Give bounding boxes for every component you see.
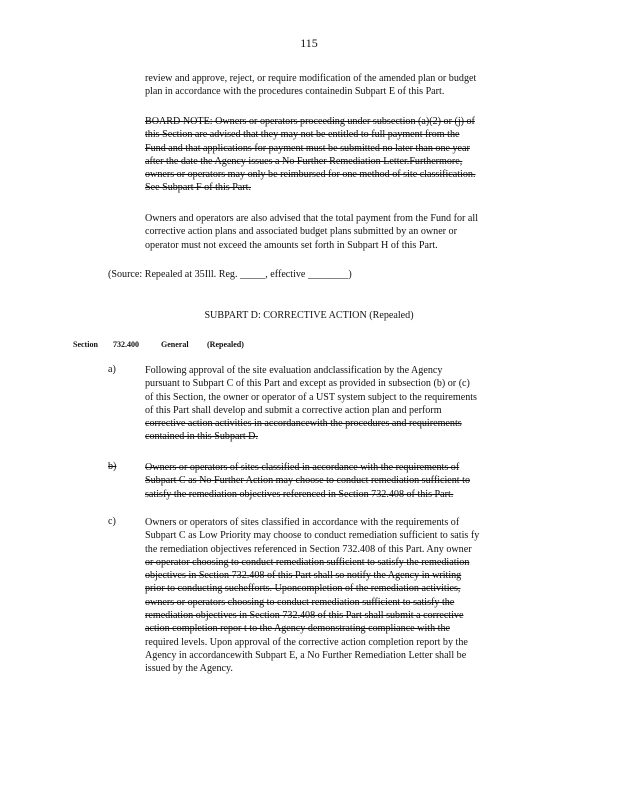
item-line-deleted: contained in this Subpart D. — [145, 431, 258, 443]
item-c-label: c) — [108, 516, 116, 527]
item-b-label: b) — [108, 461, 117, 472]
item-a-body — [145, 364, 545, 444]
item-line: Subpart C as Low Priority may choose to conduct remediation sufficient to satis fy — [145, 530, 480, 542]
item-line-deleted: or operator choosing to conduct remediation sufficient to satisfy the remediation — [145, 556, 470, 568]
item-line: issued by the Agency. — [145, 663, 233, 675]
item-line: Agency in accordancewith Subpart E, a No Further Remediation Letter shall be — [145, 649, 467, 661]
section-heading — [73, 338, 244, 351]
section-title: General — [161, 340, 189, 349]
item-line: required levels. Upon approval of the corrective action completion report by the — [145, 636, 468, 648]
page-number: 115 — [300, 36, 318, 50]
item-line: pursuant to Subpart C of this Part and except as provided in subsection (b) or (c) — [145, 378, 470, 390]
item-a-label: a) — [108, 364, 116, 375]
item-c-body — [145, 516, 545, 676]
section-status: (Repealed) — [207, 340, 244, 349]
item-line: Owners or operators of sites classified in accordance with the requirements of — [145, 517, 460, 528]
item-line-deleted: remediation objectives in Section 732.408 of this Part shall submit a corrective — [145, 610, 464, 622]
owners-note-line: operator must not exceed the amounts set forth in Subpart H of this Part. — [145, 239, 438, 251]
owners-note — [145, 212, 545, 252]
subpart-title: SUBPART D: CORRECTIVE ACTION (Repealed) — [204, 310, 414, 321]
item-line: of this Section, the owner or operator of a UST system subject to the requirements — [145, 391, 477, 403]
item-line-deleted: prior to conducting suchefforts. Uponcompletion of the remediation activities, — [145, 583, 461, 595]
board-note-line: owners or operators may only be reimbursed for one method of site classification. — [145, 169, 476, 181]
intro-line: plan in accordance with the procedures containedin Subpart E of this Part. — [145, 86, 445, 98]
item-line: the remediation objectives referenced in Section 732.408 of this Part. Any owner — [145, 543, 472, 555]
owners-note-line: Owners and operators are also advised that the total payment from the Fund for all — [145, 213, 478, 224]
board-note-line: See Subpart F of this Part. — [145, 182, 251, 194]
board-note-line: after the date the Agency issues a No Further Remediation Letter.Furthermore, — [145, 155, 463, 167]
item-b-body — [145, 461, 545, 501]
board-note-line: BOARD NOTE: Owners or operators proceeding under subsection (a)(2) or (j) of — [145, 116, 475, 127]
item-line-deleted: Owners or operators of sites classified in accordance with the requirements of — [145, 462, 460, 473]
item-line-deleted: owners or operators choosing to conduct remediation sufficient to satisfy the — [145, 596, 455, 608]
item-line: Following approval of the site evaluation andclassification by the Agency — [145, 365, 443, 376]
owners-note-line: corrective action plans and associated budget plans submitted by an owner or — [145, 226, 457, 238]
item-line-deleted: objectives in Section 732.408 of this Part shall so notify the Agency in writing — [145, 570, 462, 582]
section-number: 732.400 — [113, 340, 139, 349]
section-label: Section — [73, 340, 98, 349]
item-line-deleted: corrective action activities in accordancewith the procedures and requirements — [145, 418, 462, 430]
item-line-deleted: satisfy the remediation objectives referenced in Section 732.408 of this Part. — [145, 488, 454, 500]
item-line: of this Part shall develop and submit a corrective action plan and perform — [145, 404, 442, 416]
intro-paragraph — [145, 72, 545, 99]
source-note: (Source: Repealed at 35Ill. Reg. _____, effective ________) — [108, 269, 352, 280]
board-note-line: this Section are advised that they may not be entitled to full payment from the — [145, 129, 460, 141]
item-line-deleted: Subpart C as No Further Action may choose to conduct remediation sufficient to — [145, 475, 470, 487]
board-note — [145, 115, 545, 195]
intro-line: review and approve, reject, or require modification of the amended plan or budget — [145, 73, 477, 84]
item-line-deleted: action completion repor t to the Agency demonstrating compliance with the — [145, 623, 450, 635]
board-note-line: Fund and that applications for payment must be submitted no later than one year — [145, 142, 470, 154]
